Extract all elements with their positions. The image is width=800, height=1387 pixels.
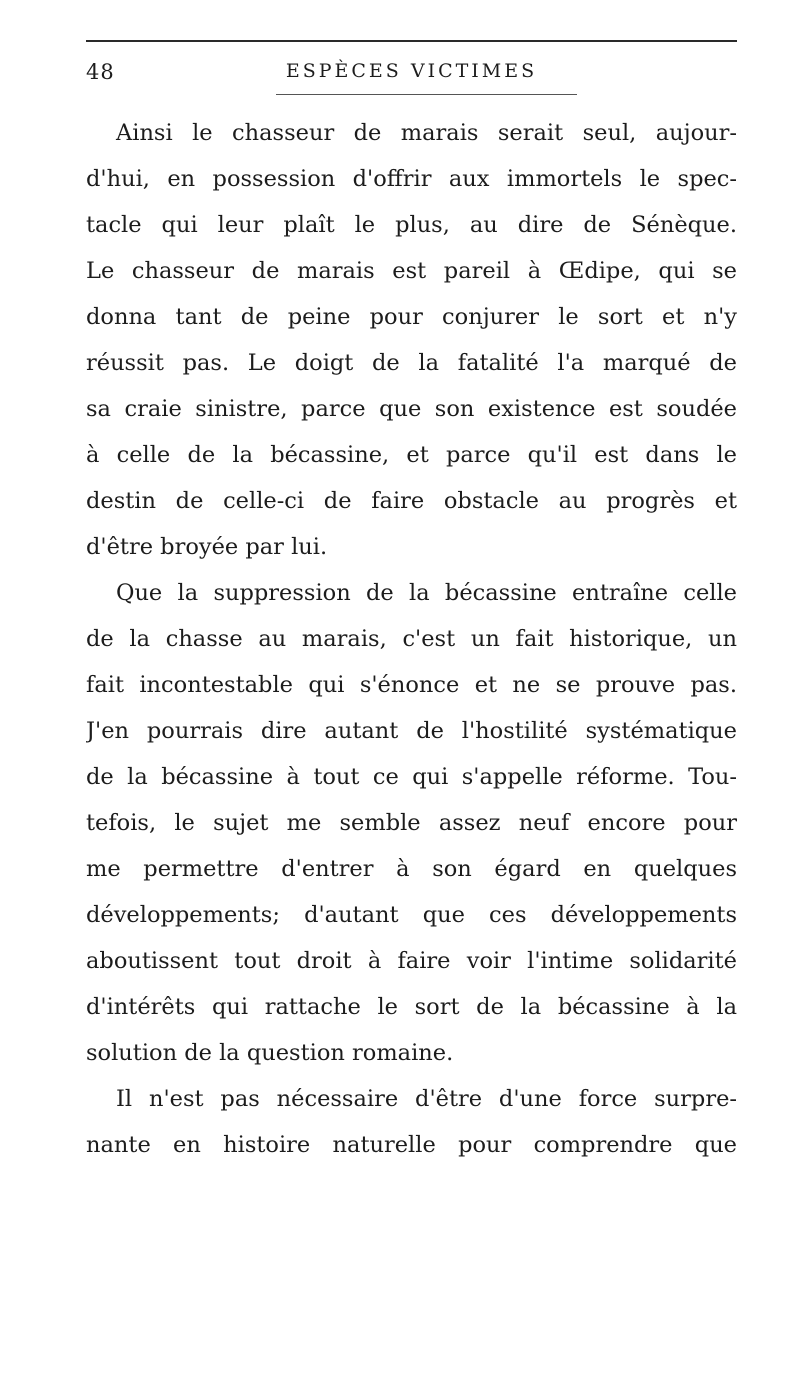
text-line: fait incontestable qui s'énonce et ne se prouve pas. [86, 672, 737, 698]
text-line: me permettre d'entrer à son égard en quelques [86, 856, 737, 882]
text-line: à celle de la bécassine, et parce qu'il est dans le [86, 442, 737, 468]
text-line: donna tant de peine pour conjurer le sort et n'y [86, 304, 737, 330]
body-text [86, 110, 737, 1168]
page-header [86, 60, 737, 94]
text-line: d'être broyée par lui. [86, 534, 328, 560]
text-line: sa craie sinistre, parce que son existence est soudée [86, 396, 737, 422]
text-line: destin de celle-ci de faire obstacle au progrès et [86, 488, 737, 514]
text-line: d'intérêts qui rattache le sort de la bécassine à la [86, 994, 737, 1020]
text-line: Le chasseur de marais est pareil à Œdipe, qui se [86, 258, 737, 284]
text-line: J'en pourrais dire autant de l'hostilité systématique [86, 718, 737, 744]
text-line: réussit pas. Le doigt de la fatalité l'a marqué de [86, 350, 737, 376]
text-line: développements; d'autant que ces développements [86, 902, 737, 928]
text-line: Que la suppression de la bécassine entraîne celle [116, 580, 737, 606]
header-top-rule [86, 40, 737, 42]
text-line: tacle qui leur plaît le plus, au dire de Sénèque. [86, 212, 737, 238]
header-bottom-rule [276, 94, 577, 95]
text-line: de la chasse au marais, c'est un fait historique, un [86, 626, 737, 652]
text-line: Il n'est pas nécessaire d'être d'une force surpre- [116, 1086, 737, 1112]
running-title: ESPÈCES VICTIMES [285, 60, 538, 82]
page-number: 48 [86, 60, 115, 84]
text-line: d'hui, en possession d'offrir aux immortels le spec- [86, 166, 737, 192]
text-line: tefois, le sujet me semble assez neuf encore pour [86, 810, 737, 836]
text-line: solution de la question romaine. [86, 1040, 454, 1066]
text-line: Ainsi le chasseur de marais serait seul, aujour- [116, 120, 737, 146]
text-line: aboutissent tout droit à faire voir l'intime solidarité [86, 948, 737, 974]
text-line: nante en histoire naturelle pour comprendre que [86, 1132, 737, 1158]
text-line: de la bécassine à tout ce qui s'appelle réforme. Tou- [86, 764, 737, 790]
